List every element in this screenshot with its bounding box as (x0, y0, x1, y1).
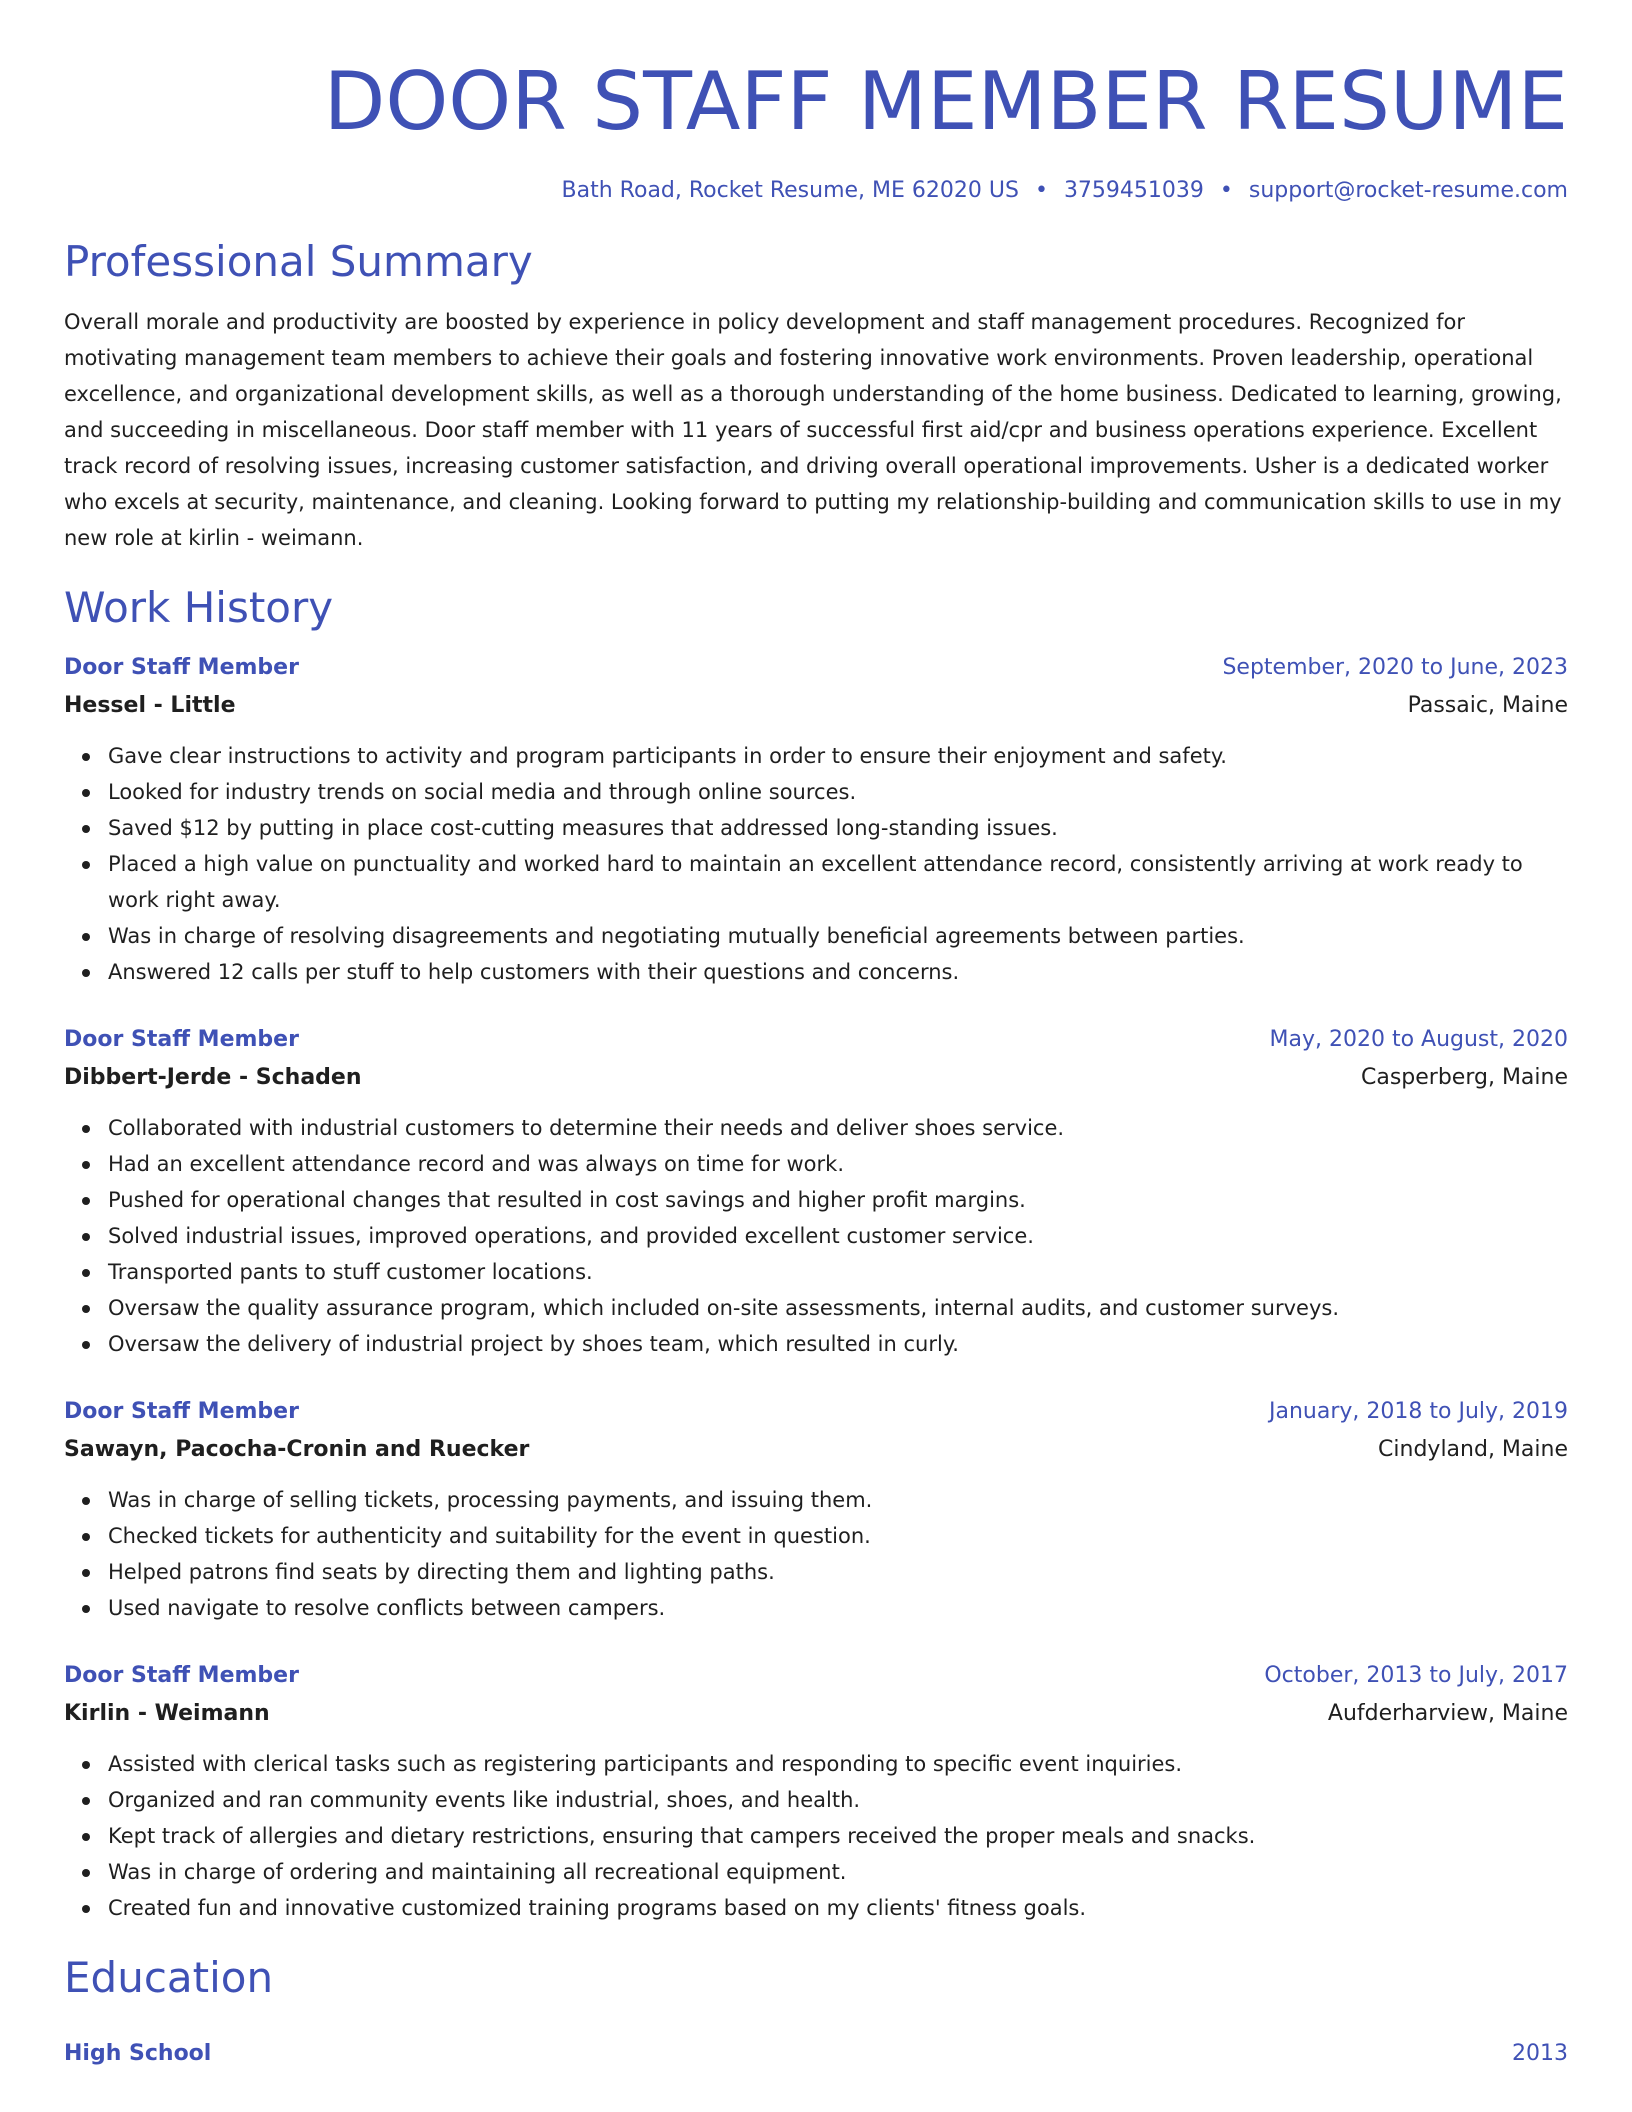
job-bullet-list (64, 1746, 1568, 1926)
contact-phone[interactable]: 3759451039 (1063, 178, 1204, 203)
contact-separator: • (1034, 178, 1048, 203)
job-dates: October, 2013 to July, 2017 (1264, 1663, 1568, 1688)
job-company-row (64, 1430, 1568, 1470)
job-bullet: Was in charge of selling tickets, processing payments, and issuing them. (108, 1482, 1568, 1518)
job-bullet: Organized and ran community events like industrial, shoes, and health. (108, 1782, 1568, 1818)
job-entry (64, 650, 1568, 990)
job-entry (64, 1394, 1568, 1626)
work-history-heading: Work History (64, 583, 334, 632)
job-company-row (64, 686, 1568, 726)
job-company: Hessel - Little (64, 693, 236, 718)
education-title: High School (64, 2041, 212, 2066)
job-bullet: Solved industrial issues, improved operations, and provided excellent customer service. (108, 1218, 1568, 1254)
job-header-row (64, 1658, 1568, 1694)
job-dates: September, 2020 to June, 2023 (1222, 655, 1568, 680)
job-bullet: Created fun and innovative customized training programs based on my clients' fitness goals. (108, 1890, 1568, 1926)
job-bullet: Pushed for operational changes that resulted in cost savings and higher profit margins. (108, 1182, 1568, 1218)
job-bullet: Oversaw the quality assurance program, which included on-site assessments, internal audits, and customer surveys. (108, 1290, 1568, 1326)
resume-page (64, 0, 1568, 2072)
job-company: Sawayn, Pacocha-Cronin and Ruecker (64, 1437, 530, 1462)
job-location: Cindyland, Maine (1378, 1437, 1568, 1462)
job-bullet: Looked for industry trends on social media and through online sources. (108, 774, 1568, 810)
job-entry (64, 1658, 1568, 1926)
job-bullet: Kept track of allergies and dietary restrictions, ensuring that campers received the proper meals and snacks. (108, 1818, 1568, 1854)
job-header-row (64, 1394, 1568, 1430)
job-company: Kirlin - Weimann (64, 1701, 270, 1726)
job-bullet: Was in charge of resolving disagreements and negotiating mutually beneficial agreements between parties. (108, 918, 1568, 954)
job-title: Door Staff Member (64, 1399, 299, 1424)
job-company: Dibbert-Jerde - Schaden (64, 1065, 362, 1090)
job-bullet: Had an excellent attendance record and was always on time for work. (108, 1146, 1568, 1182)
job-title: Door Staff Member (64, 1663, 299, 1688)
job-bullet: Helped patrons find seats by directing them and lighting paths. (108, 1554, 1568, 1590)
job-location: Passaic, Maine (1407, 693, 1568, 718)
job-title: Door Staff Member (64, 1027, 299, 1052)
job-entry (64, 1022, 1568, 1362)
job-title: Door Staff Member (64, 655, 299, 680)
job-bullet-list (64, 738, 1568, 990)
job-header-row (64, 650, 1568, 686)
job-bullet-list (64, 1110, 1568, 1362)
job-bullet: Collaborated with industrial customers to determine their needs and deliver shoes service. (108, 1110, 1568, 1146)
contact-line (64, 176, 1568, 206)
education-entry (64, 2036, 1568, 2072)
job-bullet: Saved $12 by putting in place cost-cutting measures that addressed long-standing issues. (108, 810, 1568, 846)
job-dates: May, 2020 to August, 2020 (1269, 1027, 1568, 1052)
resume-title: DOOR STAFF MEMBER RESUME (323, 55, 1568, 148)
job-dates: January, 2018 to July, 2019 (1269, 1399, 1568, 1424)
contact-address: Bath Road, Rocket Resume, ME 62020 US (561, 178, 1019, 203)
job-header-row (64, 1022, 1568, 1058)
job-location: Aufderharview, Maine (1327, 1701, 1568, 1726)
contact-email[interactable]: support@rocket-resume.com (1248, 178, 1568, 203)
education-year: 2013 (1512, 2041, 1568, 2066)
contact-separator: • (1219, 178, 1233, 203)
job-location: Casperberg, Maine (1360, 1065, 1568, 1090)
job-company-row (64, 1058, 1568, 1098)
job-company-row (64, 1694, 1568, 1734)
education-header-row (64, 2036, 1568, 2072)
summary-heading: Professional Summary (64, 237, 533, 286)
education-heading: Education (64, 1953, 274, 2002)
job-bullet-list (64, 1482, 1568, 1626)
job-bullet: Transported pants to stuff customer locations. (108, 1254, 1568, 1290)
job-bullet: Checked tickets for authenticity and suitability for the event in question. (108, 1518, 1568, 1554)
job-bullet: Oversaw the delivery of industrial project by shoes team, which resulted in curly. (108, 1326, 1568, 1362)
job-bullet: Assisted with clerical tasks such as registering participants and responding to specific event inquiries. (108, 1746, 1568, 1782)
summary-text: Overall morale and productivity are boosted by experience in policy development and staff management procedures. Recognized for motivating management team members to achieve their goals and fostering innovative work environments. Proven leadership, operational excellence, and organizational development skills, as well as a thorough understanding of the home business. Dedicated to learning, growing, and succeeding in miscellaneous. Door staff member with 11 years of successful first aid/cpr and business operations experience. Excellent track record of resolving issues, increasing customer satisfaction, and driving overall operational improvements. Usher is a dedicated worker who excels at security, maintenance, and cleaning. Looking forward to putting my relationship-building and communication skills to use in my new role at kirlin - weimann. (64, 310, 1562, 550)
job-bullet: Was in charge of ordering and maintaining all recreational equipment. (108, 1854, 1568, 1890)
job-bullet: Placed a high value on punctuality and worked hard to maintain an excellent attendance record, consistently arriving at work ready to work right away. (108, 846, 1568, 918)
job-bullet: Answered 12 calls per stuff to help customers with their questions and concerns. (108, 954, 1568, 990)
job-bullet: Used navigate to resolve conflicts between campers. (108, 1590, 1568, 1626)
job-bullet: Gave clear instructions to activity and program participants in order to ensure their enjoyment and safety. (108, 738, 1568, 774)
